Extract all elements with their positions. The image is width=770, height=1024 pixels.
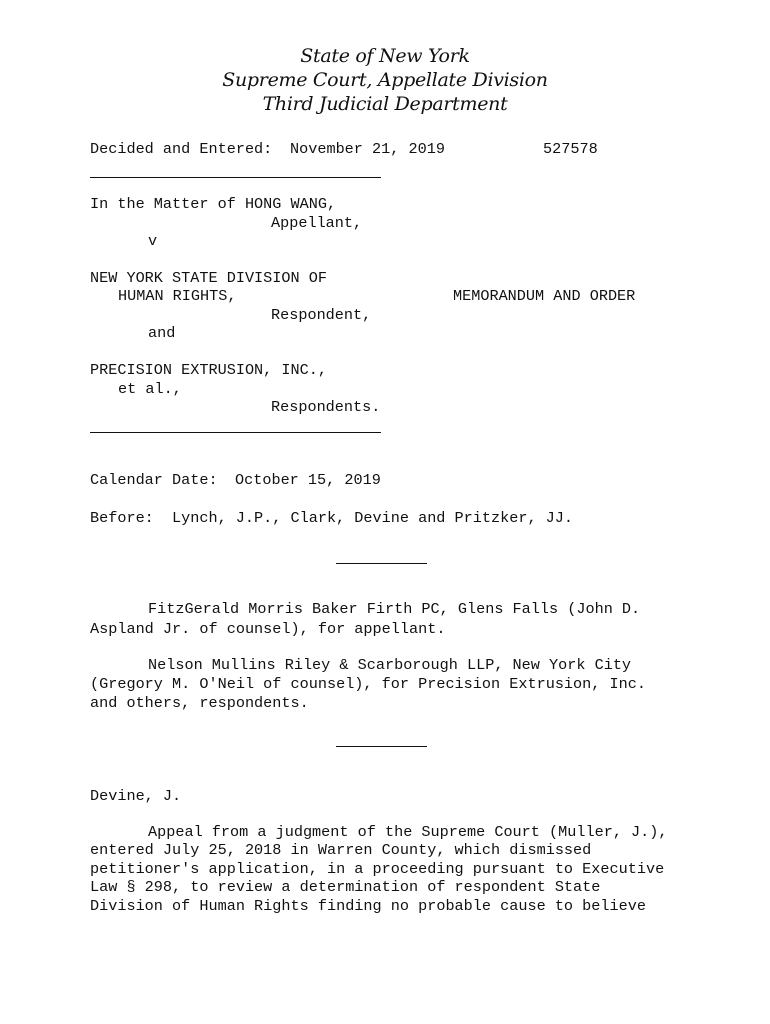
before-label: Before: [90, 509, 154, 527]
caption-respondent2-line2: et al., [118, 380, 182, 398]
opinion-body-line2: entered July 25, 2018 in Warren County, which dismissed [90, 841, 592, 859]
caption-respondents-role: Respondents. [271, 398, 381, 416]
opinion-body-line4: Law § 298, to review a determination of respondent State [90, 878, 601, 896]
calendar-date-label: Calendar Date: [90, 471, 218, 489]
court-department-title: Third Judicial Department [262, 93, 508, 115]
decided-date: November 21, 2019 [290, 140, 445, 158]
calendar-date-value: October 15, 2019 [235, 471, 381, 489]
docket-number: 527578 [543, 140, 598, 158]
counsel-respondents-line3: and others, respondents. [90, 694, 309, 712]
caption-respondent-role: Respondent, [271, 306, 372, 324]
caption-top-rule [90, 177, 381, 178]
caption-appellant-role: Appellant, [271, 214, 363, 232]
counsel-appellant-line1: FitzGerald Morris Baker Firth PC, Glens Falls (John D. [148, 600, 641, 618]
caption-bottom-rule [90, 432, 381, 433]
section-divider-1 [336, 563, 427, 564]
opinion-body-line1: Appeal from a judgment of the Supreme Court (Muller, J.), [148, 823, 668, 841]
caption-respondent1-line2: HUMAN RIGHTS, [118, 287, 237, 305]
decided-label: Decided and Entered: [90, 140, 273, 158]
court-division-title: Supreme Court, Appellate Division [222, 69, 548, 91]
counsel-respondents-line2: (Gregory M. O'Neil of counsel), for Precision Extrusion, Inc. [90, 675, 646, 693]
caption-respondent2-line1: PRECISION EXTRUSION, INC., [90, 361, 327, 379]
caption-respondent1-line1: NEW YORK STATE DIVISION OF [90, 269, 327, 287]
caption-in-matter: In the Matter of HONG WANG, [90, 195, 337, 213]
opinion-body-line5: Division of Human Rights finding no probable cause to believe [90, 897, 646, 915]
court-state-title: State of New York [300, 45, 470, 67]
section-divider-2 [336, 746, 427, 747]
caption-and: and [148, 324, 176, 342]
opinion-body-line3: petitioner's application, in a proceeding pursuant to Executive [90, 860, 665, 878]
before-judges: Lynch, J.P., Clark, Devine and Pritzker, JJ. [172, 509, 574, 527]
counsel-respondents-line1: Nelson Mullins Riley & Scarborough LLP, New York City [148, 656, 632, 674]
caption-versus: v [148, 232, 158, 250]
counsel-appellant-line2: Aspland Jr. of counsel), for appellant. [90, 620, 446, 638]
opinion-author: Devine, J. [90, 787, 182, 805]
memorandum-and-order-label: MEMORANDUM AND ORDER [453, 287, 636, 305]
